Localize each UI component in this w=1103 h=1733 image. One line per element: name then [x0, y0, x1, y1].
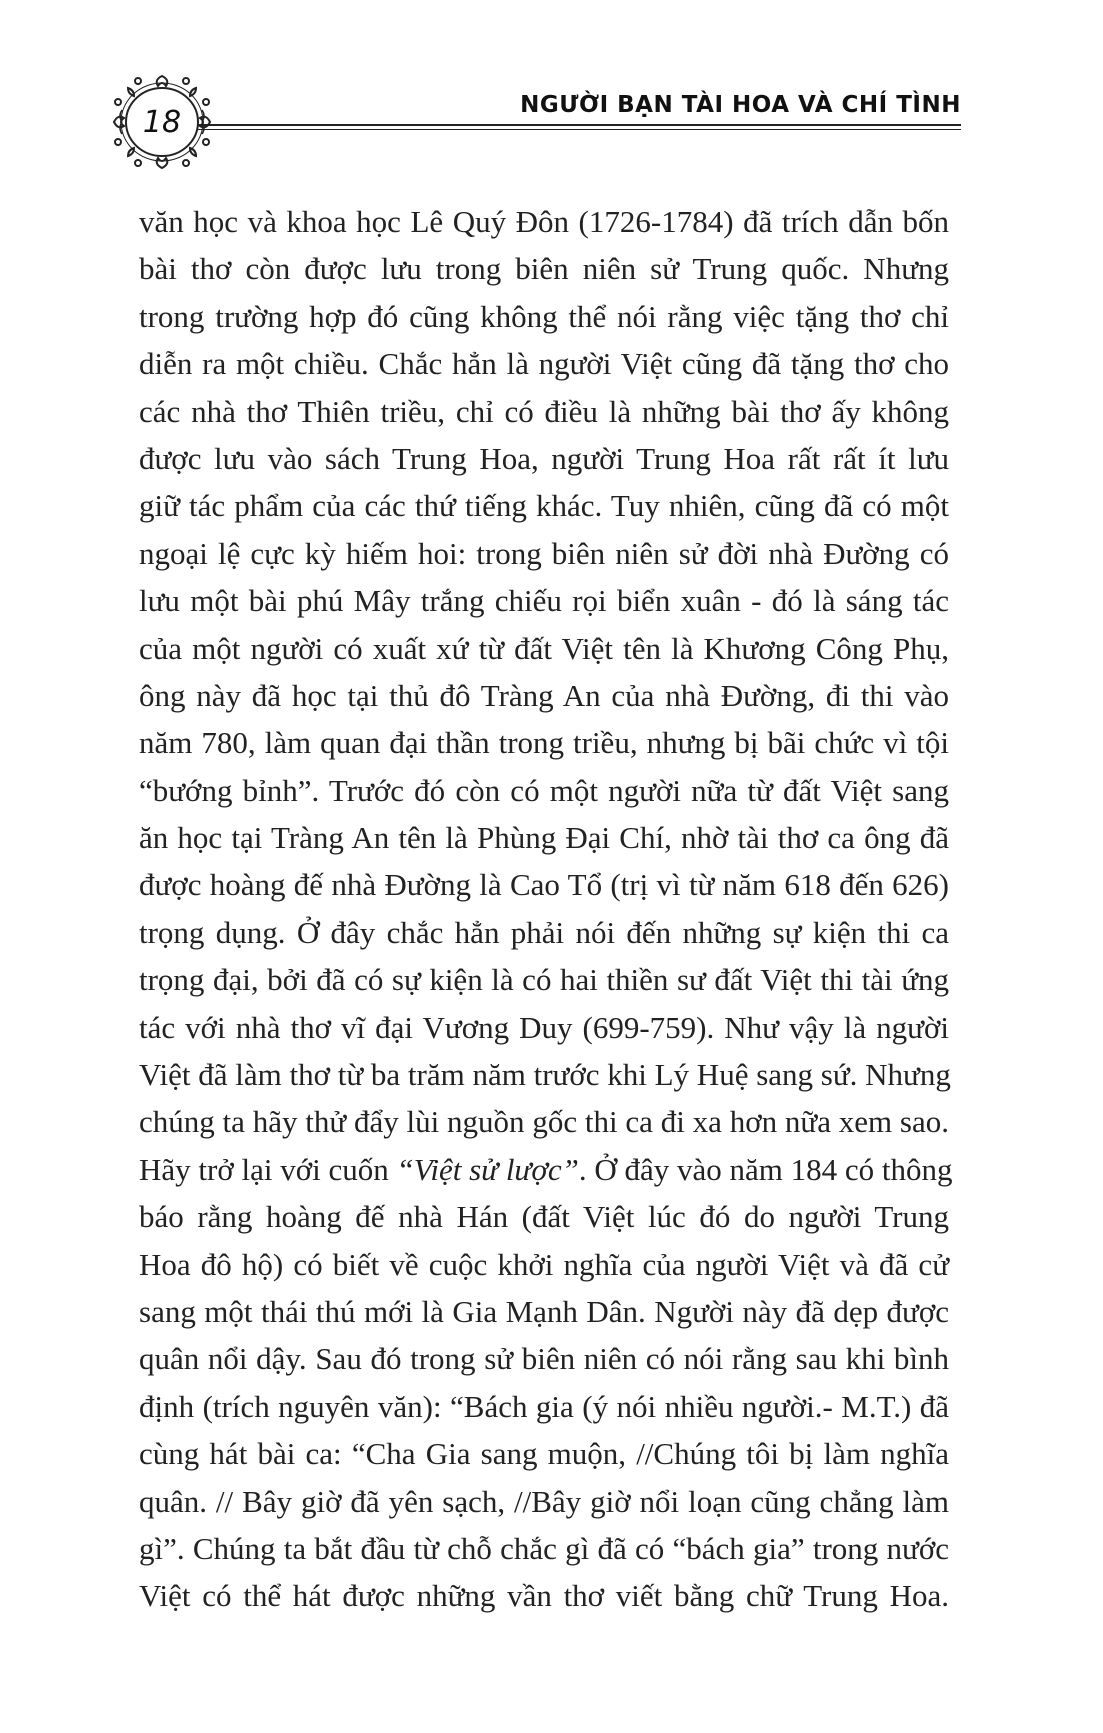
text-line: bài thơ còn được lưu trong biên niên sử Trung quốc. Nhưng	[139, 251, 949, 287]
text-line: quân. // Bây giờ đã yên sạch, //Bây giờ nổi loạn cũng chẳng làm	[139, 1483, 949, 1519]
text-line: cùng hát bài ca: “Cha Gia sang muộn, //Chúng tôi bị làm nghĩa	[139, 1436, 949, 1472]
text-line: “bướng bỉnh”. Trước đó còn có một người nữa từ đất Việt sang	[139, 772, 949, 808]
text-line: sang một thái thú mới là Gia Mạnh Dân. Người này đã dẹp được	[139, 1293, 949, 1329]
text-line: báo rằng hoàng đế nhà Hán (đất Việt lúc đó do người Trung	[139, 1199, 949, 1235]
text-line: trọng đại, bởi đã có sự kiện là có hai thiền sư đất Việt thi tài ứng	[139, 962, 949, 998]
text-line: Hoa đô hộ) có biết về cuộc khởi nghĩa của người Việt và đã cử	[139, 1246, 949, 1282]
text-line: quân nổi dậy. Sau đó trong sử biên niên có nói rằng sau khi bình	[139, 1341, 949, 1377]
page-number: 18	[142, 104, 182, 140]
text-line: được hoàng đế nhà Đường là Cao Tổ (trị vì từ năm 618 đến 626)	[139, 867, 949, 903]
running-title: NGƯỜI BẠN TÀI HOA VÀ CHÍ TÌNH	[520, 92, 961, 118]
text-line: các nhà thơ Thiên triều, chỉ có điều là những bài thơ ấy không	[139, 393, 949, 429]
text-line: định (trích nguyên văn): “Bách gia (ý nói nhiều người.- M.T.) đã	[139, 1388, 949, 1424]
header-rule-thick	[198, 124, 961, 126]
text-line: của một người có xuất xứ từ đất Việt tên là Khương Công Phụ,	[139, 630, 949, 666]
text-line: ăn học tại Tràng An tên là Phùng Đại Chí, nhờ tài thơ ca ông đã	[139, 820, 949, 856]
text-line: chúng ta hãy thử đẩy lùi nguồn gốc thi ca đi xa hơn nữa xem sao.	[139, 1104, 949, 1140]
header-rule-thin	[198, 129, 961, 130]
text-line: được lưu vào sách Trung Hoa, người Trung Hoa rất rất ít lưu	[139, 440, 949, 476]
text-line: Việt đã làm thơ từ ba trăm năm trước khi Lý Huệ sang sứ. Nhưng	[139, 1057, 951, 1093]
text-line: giữ tác phẩm của các thứ tiếng khác. Tuy nhiên, cũng đã có một	[139, 488, 949, 524]
text-line: trọng dụng. Ở đây chắc hẳn phải nói đến những sự kiện thi ca	[139, 914, 949, 950]
book-title: “Việt sử lược”	[396, 1151, 579, 1187]
text-line: Việt có thể hát được những vần thơ viết bằng chữ Trung Hoa.	[139, 1578, 949, 1614]
text-line: diễn ra một chiều. Chắc hẳn là người Việt cũng đã tặng thơ cho	[139, 346, 949, 382]
text-line: ông này đã học tại thủ đô Tràng An của nhà Đường, đi thi vào	[139, 677, 949, 713]
text-line: lưu một bài phú Mây trắng chiếu rọi biển xuân - đó là sáng tác	[139, 583, 949, 619]
text-segment: Hãy trở lại với cuốn	[139, 1151, 397, 1187]
text-line-with-title	[139, 1146, 953, 1193]
text-line: tác với nhà thơ vĩ đại Vương Duy (699-759). Như vậy là người	[139, 1009, 949, 1045]
text-line: gì”. Chúng ta bắt đầu từ chỗ chắc gì đã có “bách gia” trong nước	[139, 1530, 949, 1566]
body-text	[139, 198, 953, 1620]
text-line: văn học và khoa học Lê Quý Đôn (1726-1784) đã trích dẫn bốn	[139, 204, 949, 239]
text-line: ngoại lệ cực kỳ hiếm hoi: trong biên niên sử đời nhà Đường có	[139, 535, 949, 571]
text-line: năm 780, làm quan đại thần trong triều, nhưng bị bãi chức vì tội	[139, 725, 949, 761]
text-line: trong trường hợp đó cũng không thể nói rằng việc tặng thơ chỉ	[139, 298, 949, 334]
text-segment: . Ở đây vào năm 184 có thông	[578, 1151, 953, 1187]
